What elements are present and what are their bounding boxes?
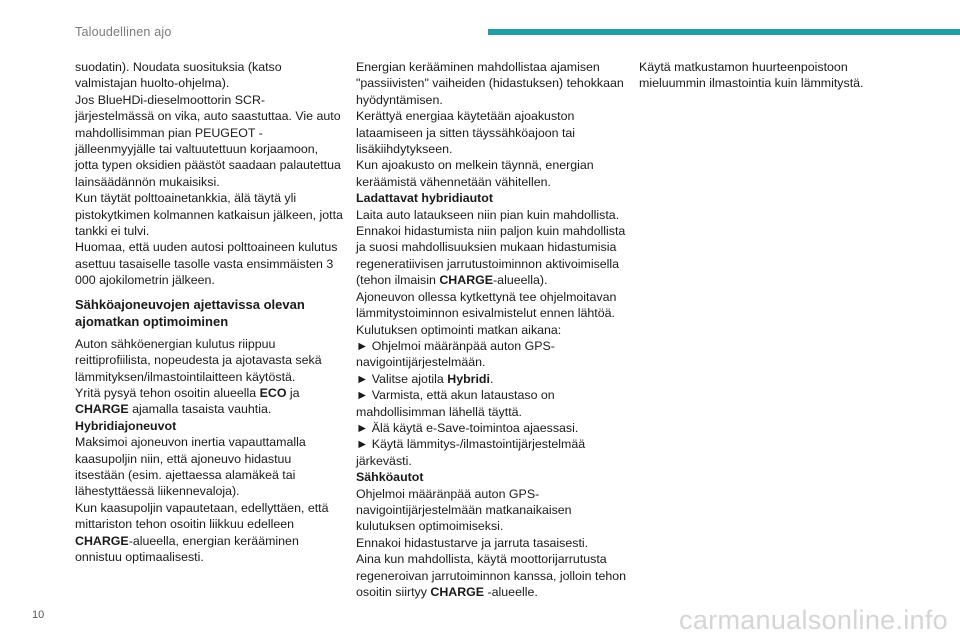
paragraph: Auton sähköenergian kulutus riippuu reittiprofiilista, nopeudesta ja ajotavasta sekä lämmityksen/ilmastointilaitteen käytöstä. — [75, 336, 322, 384]
paragraph: Käytä matkustamon huurteenpoistoon mieluummin ilmastointia kuin lämmitystä. — [639, 60, 864, 91]
paragraph: Laita auto lataukseen niin pian kuin mahdollista. — [356, 207, 620, 222]
bullet-item: ► Ohjelmoi määränpää auton GPS-navigointijärjestelmään. — [356, 338, 555, 370]
watermark-text: carmanualsonline.info — [679, 605, 948, 635]
section-heading: Sähköajoneuvojen ajettavissa olevan ajomatkan optimoiminen — [75, 296, 305, 329]
bullet-item: ► Käytä lämmitys-/ilmastointijärjestelmää järkevästi. — [356, 437, 586, 468]
page-header-title: Taloudellinen ajo — [75, 25, 172, 39]
paragraph: Maksimoi ajoneuvon inertia vapauttamalla kaasupoljin niin, että ajoneuvo hidastuu itsestään (esim. ajettaessa alamäkeä tai lähestyttäessä liikennevaloja). — [75, 435, 306, 499]
page-number: 10 — [32, 609, 45, 621]
text: ajamalla tasaista vauhtia. — [128, 402, 272, 417]
bold-term: CHARGE — [75, 533, 129, 548]
text: Aina kun mahdollista, käytä moottorijarrutusta regeneroivan jarrutoiminnon kanssa, jolloin tehon osoitin siirtyy — [356, 552, 627, 599]
paragraph — [75, 385, 343, 418]
text: -alueella). — [493, 273, 548, 288]
bullet-item: ► Älä käytä e-Save-toimintoa ajaessasi. — [356, 420, 579, 435]
text: ja — [286, 385, 300, 400]
text: ► Valitse ajotila — [356, 371, 448, 386]
text: -alueella, energian kerääminen onnistuu optimaalisesti. — [75, 533, 299, 564]
text: Kun kaasupoljin vapautetaan, edellyttäen, että mittariston tehon osoitin liikkuu edelleen — [75, 500, 329, 532]
text: -alueelle. — [484, 585, 538, 599]
text-column-1 — [75, 59, 343, 565]
paragraph — [356, 551, 626, 600]
bold-term: ECO — [259, 385, 287, 400]
paragraph — [356, 223, 626, 289]
paragraph — [75, 500, 343, 566]
subsection-heading: Hybridiajoneuvot — [75, 418, 177, 433]
paragraph: Ohjelmoi määränpää auton GPS-navigointijärjestelmään matkanaikaisen kulutuksen optimoimiseksi. — [356, 486, 572, 534]
bullet-item: ► Varmista, että akun lataustaso on mahdollisimman lähellä täyttä. — [356, 388, 555, 419]
header-accent-bar — [488, 29, 960, 35]
paragraph: Huomaa, että uuden autosi polttoaineen kulutus asettuu tasaiselle tasolle vasta ensimmäisten 3 000 ajokilometrin jälkeen. — [75, 240, 338, 288]
bullet-item — [356, 371, 626, 387]
paragraph: suodatin). Noudata suosituksia (katso valmistajan huolto-ohjelma). — [75, 60, 282, 91]
paragraph: Ajoneuvon ollessa kytkettynä tee ohjelmoitavan lämmitystoiminnon esivalmistelut ennen lähtöä. — [356, 289, 617, 321]
paragraph: Kerättyä energiaa käytetään ajoakuston lataamiseen ja sitten täyssähköajoon tai lisäkiihdytykseen. — [356, 109, 576, 157]
paragraph: Kun täytät polttoainetankkia, älä täytä yli pistokytkimen kolmannen katkaisun jälkeen, jotta tankki ei tulvi. — [75, 191, 343, 239]
bold-term: Hybridi — [447, 371, 490, 386]
paragraph: Kun ajoakusto on melkein täynnä, energian keräämistä vähennetään vähitellen. — [356, 158, 594, 189]
paragraph: Kulutuksen optimointi matkan aikana: — [356, 322, 562, 337]
text-column-2 — [356, 59, 626, 600]
text: Ennakoi hidastumista niin paljon kuin mahdollista ja suosi mahdollisuuksien mukaan hidastumisia regeneratiivisen jarrutustoiminnon aktivoimisella (tehon ilmaisin — [356, 224, 626, 288]
paragraph: Jos BlueHDi-dieselmoottorin SCR-järjestelmässä on vika, auto saastuttaa. Vie auto mahdollisimman pian PEUGEOT -jälleenmyyjälle tai valtuutettuun korjaamoon, jotta typen oksidien päästöt saadaan palautettua lainsäädännön mukaisiksi. — [75, 92, 341, 189]
paragraph: Ennakoi hidastustarve ja jarruta tasaisesti. — [356, 535, 589, 550]
bold-term: CHARGE — [75, 402, 129, 417]
subsection-heading: Ladattavat hybridiautot — [356, 191, 493, 206]
text: Yritä pysyä tehon osoitin alueella — [75, 385, 260, 400]
bold-term: CHARGE — [430, 585, 485, 599]
paragraph: Energian kerääminen mahdollistaa ajamisen "passiivisten" vaiheiden (hidastuksen) tehokkaan hyödyntämisen. — [356, 60, 624, 107]
bold-term: CHARGE — [439, 273, 494, 288]
text-column-3 — [639, 59, 899, 92]
subsection-heading: Sähköautot — [356, 470, 424, 485]
text: . — [489, 371, 494, 386]
